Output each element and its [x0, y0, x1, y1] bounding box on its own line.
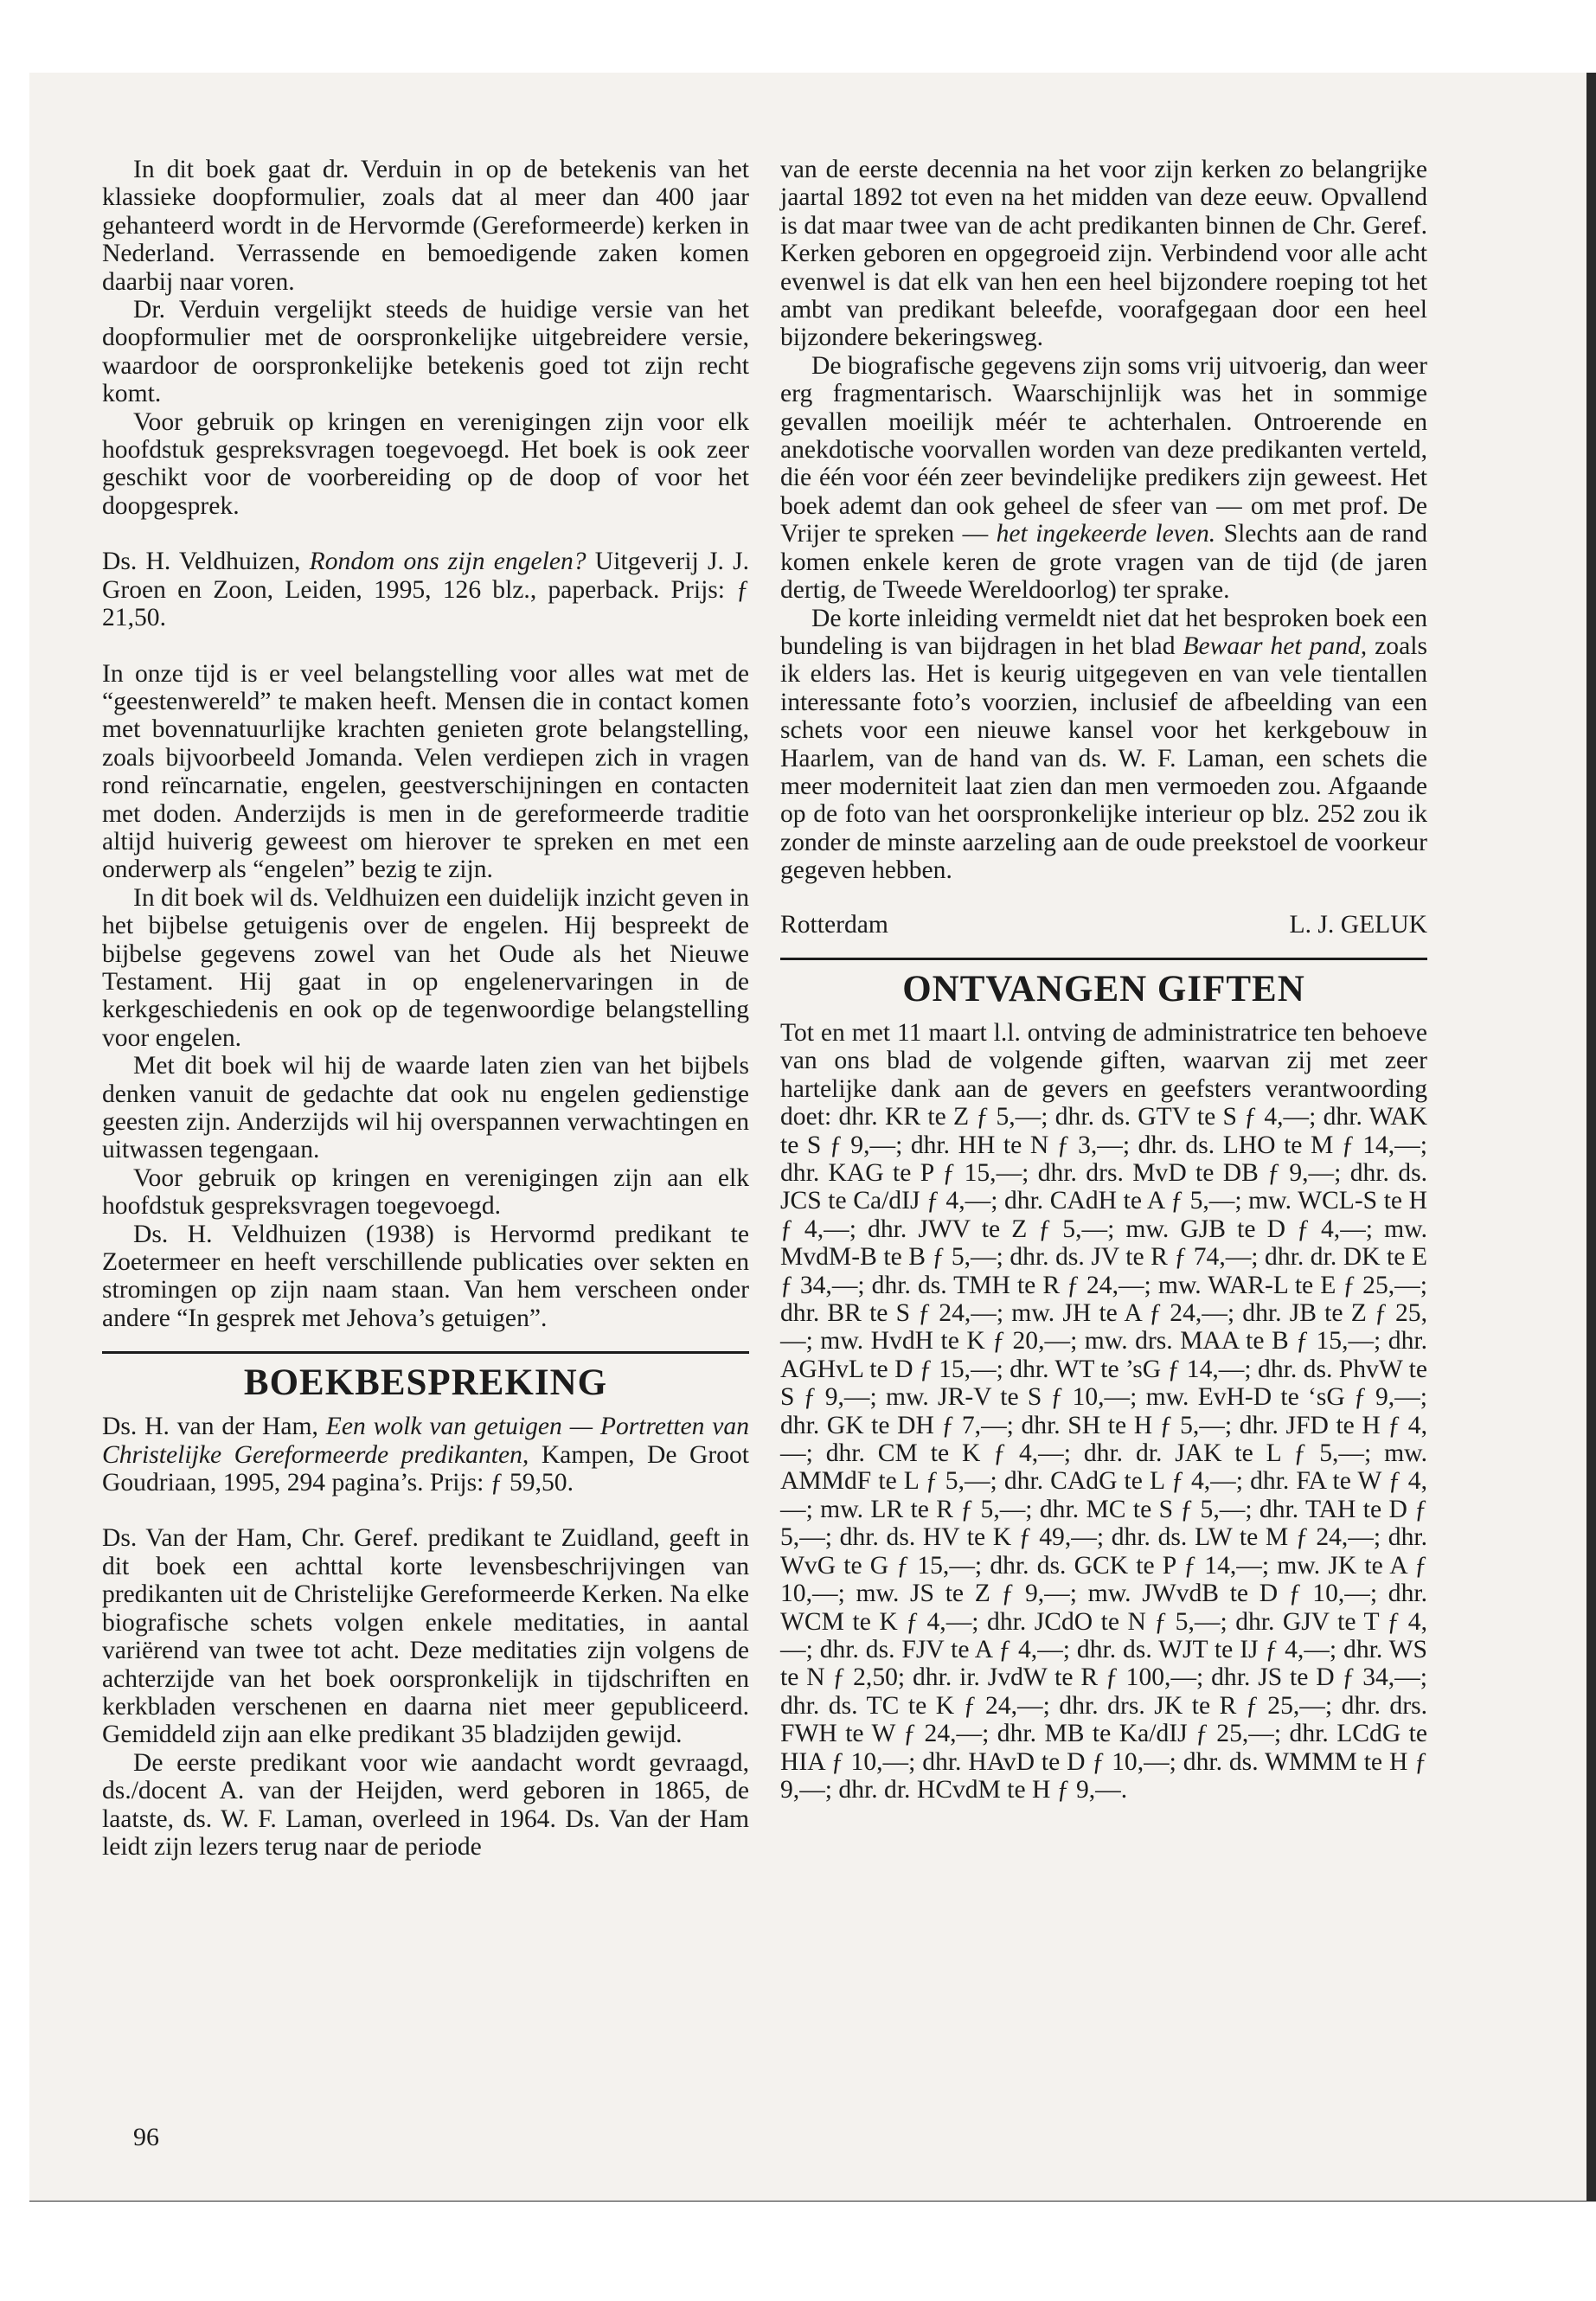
paragraph: van de eerste decennia na het voor zijn kerken zo belangrijke jaartal 1892 tot even na het midden van deze eeuw. Opvallend is dat maar twee van de acht predikanten binnen de Chr. Geref. Kerken geboren en opgegroeid zijn. Verbindend voor alle acht evenwel is dat elk van hen een heel bijzondere roeping tot het ambt van predikant beleefde, voorafgegaan door een heel bijzondere bekeringsweg.: [780, 156, 1427, 352]
paragraph: Voor gebruik op kringen en verenigingen zijn aan elk hoofdstuk gespreksvragen toegevoegd.: [102, 1163, 749, 1221]
paragraph: Met dit boek wil hij de waarde laten zien van het bijbels denken vanuit de gedachte dat ook nu engelen gedienstige geesten zijn. Anderzijds wil hij overspannen verwachtingen en uitwassen tegengaan.: [102, 1052, 749, 1164]
paragraph: Ds. H. Veldhuizen (1938) is Hervormd predikant te Zoetermeer en heeft verschillende publicaties over sekten en stromingen op zijn naam staan. Van hem verscheen onder andere “In gesprek met Jehova’s getuigen”.: [102, 1220, 749, 1332]
text-run: De korte inleiding vermeldt niet dat het besproken boek een bundeling is van bijdragen in het blad: [780, 604, 1427, 660]
gifts-list: Tot en met 11 maart l.l. ontving de administratrice ten behoeve van ons blad de volgende giften, waarvan zij met zeer hartelijke dank aan de gevers en geefsters verantwoording doet: dhr. KR te Z ƒ 5,—; dhr. ds. GTV te S ƒ 4,—; dhr. WAK te S ƒ 9,—; dhr. HH te N ƒ 3,—; dhr. ds. LHO te M ƒ 14,—; dhr. KAG te P ƒ 15,—; dhr. drs. MvD te DB ƒ 9,—; dhr. ds. JCS te Ca/dIJ ƒ 4,—; dhr. CAdH te A ƒ 5,—; mw. WCL-S te H ƒ 4,—; dhr. JWV te Z ƒ 5,—; mw. GJB te D ƒ 4,—; mw. MvdM-B te B ƒ 5,—; dhr. ds. JV te R ƒ 74,—; dhr. dr. DK te E ƒ 34,—; dhr. ds. TMH te R ƒ 24,—; mw. WAR-L te E ƒ 25,—; dhr. BR te S ƒ 24,—; mw. JH te A ƒ 24,—; dhr. JB te Z ƒ 25,—; mw. HvdH te K ƒ 20,—; mw. drs. MAA te B ƒ 15,—; dhr. AGHvL te D ƒ 15,—; dhr. WT te ’sG ƒ 14,—; dhr. ds. PhvW te S ƒ 9,—; mw. JR-V te S ƒ 10,—; mw. EvH-D te ‘sG ƒ 9,—; dhr. GK te DH ƒ 7,—; dhr. SH te H ƒ 5,—; dhr. JFD te H ƒ 4,—; dhr. CM te K ƒ 4,—; dhr. dr. JAK te L ƒ 5,—; mw. AMMdF te L ƒ 5,—; dhr. CAdG te L ƒ 4,—; dhr. FA te W ƒ 4,—; mw. LR te R ƒ 5,—; dhr. MC te S ƒ 5,—; dhr. TAH te D ƒ 5,—; dhr. ds. HV te K ƒ 49,—; dhr. ds. LW te M ƒ 24,—; dhr. WvG te G ƒ 15,—; dhr. ds. GCK te P ƒ 14,—; mw. JK te A ƒ 10,—; mw. JS te Z ƒ 9,—; mw. JWvdB te D ƒ 10,—; dhr. WCM te K ƒ 4,—; dhr. JCdO te N ƒ 5,—; dhr. GJV te T ƒ 4,—; dhr. ds. FJV te A ƒ 4,—; dhr. ds. WJT te IJ ƒ 4,—; dhr. WS te N ƒ 2,50; dhr. ir. JvdW te R ƒ 100,—; dhr. JS te D ƒ 34,—; dhr. ds. TC te K ƒ 24,—; dhr. drs. JK te R ƒ 25,—; dhr. drs. FWH te W ƒ 24,—; dhr. MB te Ka/dIJ ƒ 25,—; dhr. LCdG te HIA ƒ 10,—; dhr. HAvD te D ƒ 10,—; dhr. ds. WMMM te H ƒ 9,—; dhr. dr. HCvdM te H ƒ 9,—.: [780, 1018, 1427, 1804]
signature-name: L. J. GELUK: [1289, 910, 1427, 939]
book-publisher: Kampen, De Groot Goudriaan, 1995, 294 pagina’s. Prijs: ƒ 59,50.: [102, 1440, 749, 1497]
text-run: zoals ik elders las. Het is keurig uitgegeven en van vele tientallen interessante foto’s voorzien, inclusief de afbeelding van een schets voor een nieuwe kansel voor het kerkgebouw in Haarlem, van de hand van ds. W. F. Laman, een schets die meer moderniteit laat zien dan men vermoeden zou. Afgaande op de foto van het oorspronkelijke interieur op blz. 252 zou ik zonder de minste aarzeling aan de oude preekstoel de voorkeur gegeven hebben.: [780, 631, 1427, 885]
paragraph: In onze tijd is er veel belangstelling voor alles wat met de “geestenwereld” te maken heeft. Mensen die in contact komen met bovennatuurlijke krachten genieten grote belangstelling, zoals bijvoorbeeld Jomanda. Velen verdiepen zich in vragen rond reïncarnatie, engelen, geestverschijningen en contacten met doden. Anderzijds is men in de gereformeerde traditie altijd huiverig geweest om hierover te spreken en met een onderwerp als “engelen” bezig te zijn.: [102, 659, 749, 884]
italic-run: het ingekeerde leven.: [996, 520, 1216, 548]
left-column: [102, 156, 749, 1861]
book-author: Ds. H. van der Ham,: [102, 1413, 318, 1441]
book-reference-van-der-ham: [102, 1413, 749, 1497]
book-publisher: Uitgeverij J. J. Groen en Zoon, Leiden, 1995, 126 blz., paperback. Prijs: ƒ 21,50.: [102, 548, 749, 632]
book-title: Een wolk van getuigen — Portretten van Christelijke Gereformeerde predikanten,: [102, 1413, 749, 1469]
document-page: [29, 73, 1586, 2201]
section-divider: [102, 1351, 749, 1354]
paragraph: [780, 605, 1427, 885]
paragraph: [780, 352, 1427, 605]
text-run: Slechts aan de rand komen enkele keren de grote vragen van de tijd (de jaren dertig, de Tweede Wereldoorlog) ter sprake.: [780, 520, 1428, 605]
page-number: 96: [133, 2123, 159, 2151]
signature-line: [780, 911, 1427, 939]
paragraph: Dr. Verduin vergelijkt steeds de huidige versie van het doopformulier met de oorspronkelijke uitgebreidere versie, waardoor de oorspronkelijke betekenis goed tot zijn recht komt.: [102, 296, 749, 408]
paragraph: Ds. Van der Ham, Chr. Geref. predikant te Zuidland, geeft in dit boek een achttal korte levensbeschrijvingen van predikanten uit de Christelijke Gereformeerde Kerken. Na elke biografische schets volgen enkele meditaties, in aantal variërend van twee tot acht. Deze meditaties zijn volgens de achterzijde van het boek oorspronkelijk in tijdschriften en kerkbladen verschenen en daarna niet meer gepubliceerd. Gemiddeld zijn aan elke predikant 35 bladzijden gewijd.: [102, 1524, 749, 1749]
book-title: Rondom ons zijn engelen?: [309, 548, 586, 576]
book-reference-veldhuizen: [102, 548, 749, 631]
right-column: [780, 156, 1427, 1804]
paragraph: In dit boek wil ds. Veldhuizen een duidelijk inzicht geven in het bijbelse getuigenis over de engelen. Hij bespreekt de bijbelse gegevens zowel van het Oude als het Nieuwe Testament. Hij gaat in op engelenervaringen in de kerkgeschiedenis en ook op de tegenwoordige belangstelling voor engelen.: [102, 883, 750, 1052]
paragraph: In dit boek gaat dr. Verduin in op de betekenis van het klassieke doopformulier, zoals dat al meer dan 400 jaar gehanteerd wordt in de Hervormde (Gereformeerde) kerken in Nederland. Verrassende en bemoedigende zaken komen daarbij naar voren.: [102, 156, 749, 296]
section-divider: [780, 958, 1427, 960]
section-heading-boekbespreking: BOEKBESPREKING: [243, 1362, 608, 1404]
scan-border-top: [0, 0, 1596, 73]
book-author: Ds. H. Veldhuizen,: [102, 548, 301, 576]
paragraph: De eerste predikant voor wie aandacht wordt gevraagd, ds./docent A. van der Heijden, werd geboren in 1865, de laatste, ds. W. F. Laman, overleed in 1964. Ds. Van der Ham leidt zijn lezers terug naar de periode: [102, 1748, 749, 1861]
italic-run: Bewaar het pand,: [1183, 631, 1368, 660]
scan-border-left: [0, 0, 29, 2301]
text-run: De biografische gegevens zijn soms vrij uitvoerig, dan weer erg fragmentarisch. Waarschijnlijk was het in sommige gevallen moeilijk méér te achterhalen. Ontroerende en anekdotische voorvallen worden van deze predikanten verteld, die één voor één zeer bevindelijke predikers zijn geweest. Het boek ademt dan ook geheel de sfeer van — om met prof. De Vrijer te spreken —: [780, 351, 1427, 548]
scan-border-bottom: [0, 2202, 1596, 2301]
signature-place: Rotterdam: [780, 910, 888, 939]
section-heading-ontvangen-giften: ONTVANGEN GIFTEN: [902, 968, 1305, 1009]
paragraph: Voor gebruik op kringen en verenigingen zijn voor elk hoofdstuk gespreksvragen toegevoegd. Het boek is ook zeer geschikt voor de voorbereiding op de doop of voor het doopgesprek.: [102, 407, 749, 520]
